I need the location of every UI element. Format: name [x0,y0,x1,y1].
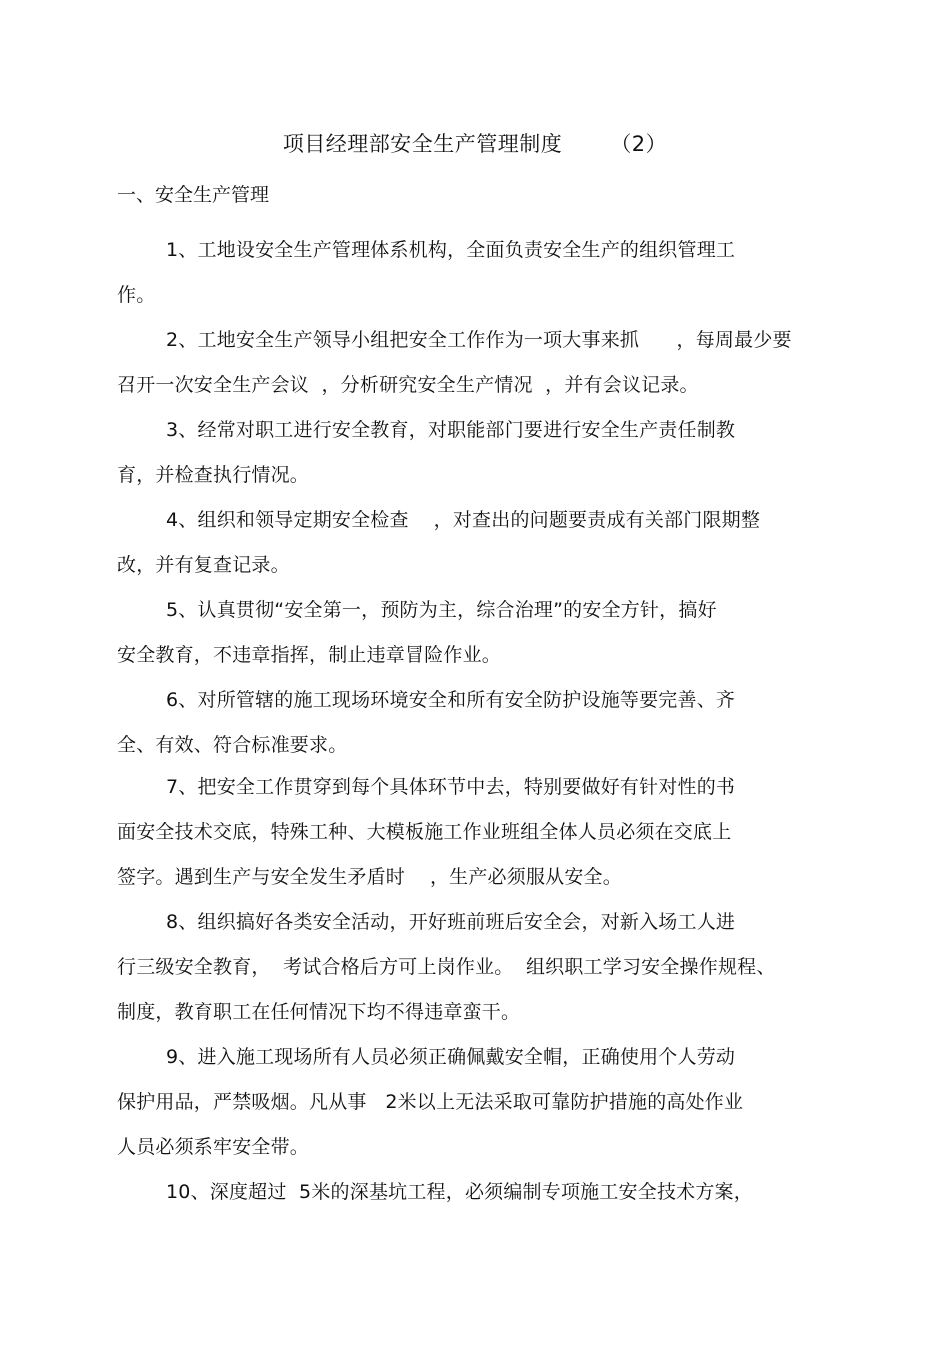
text-line: 7、把安全工作贯穿到每个具体环节中去，特别要做好有针对性的书 [166,776,736,798]
text-line: 8、组织搞好各类安全活动，开好班前班后安全会，对新入场工人进 [166,911,736,933]
text-line: 行三级安全教育， 考试合格后方可上岗作业。 组织职工学习安全操作规程、 [117,956,776,978]
title-suffix: （2） [610,132,668,156]
text-line: 10、深度超过 5米的深基坑工程，必须编制专项施工安全技术方案， [166,1181,753,1203]
text-line: 作。 [117,284,156,306]
text-line: 制度，教育职工在任何情况下均不得违章蛮干。 [117,1001,521,1023]
text-line: 4、组织和领导定期安全检查 ，对查出的问题要责成有关部门限期整 [166,509,761,531]
text-line: 1、工地设安全生产管理体系机构，全面负责安全生产的组织管理工 [166,239,736,261]
text-line: 育，并检查执行情况。 [117,464,310,486]
text-line: 签字。遇到生产与安全发生矛盾时 ，生产必须服从安全。 [117,866,622,888]
text-line: 安全教育，不违章指挥，制止违章冒险作业。 [117,644,502,666]
text-line: 2、工地安全生产领导小组把安全工作作为一项大事来抓 ，每周最少要 [166,329,792,351]
text-line: 全、有效、符合标准要求。 [117,734,348,756]
text-line: 面安全技术交底，特殊工种、大模板施工作业班组全体人员必须在交底上 [117,821,732,843]
text-line: 保护用品，严禁吸烟。凡从事 2米以上无法采取可靠防护措施的高处作业 [117,1091,744,1113]
text-line: 改，并有复查记录。 [117,554,290,576]
text-line: 召开一次安全生产会议 ，分析研究安全生产情况 ，并有会议记录。 [117,374,699,396]
title-text: 项目经理部安全生产管理制度 [282,132,563,156]
text-line: 9、进入施工现场所有人员必须正确佩戴安全帽，正确使用个人劳动 [166,1046,736,1068]
section-heading: 一、安全生产管理 [117,184,270,206]
text-line: 人员必须系牢安全带。 [117,1136,310,1158]
text-line: 3、经常对职工进行安全教育，对职能部门要进行安全生产责任制教 [166,419,736,441]
text-line: 5、认真贯彻“安全第一，预防为主，综合治理”的安全方针，搞好 [166,599,717,621]
document-title [0,128,950,158]
text-line: 6、对所管辖的施工现场环境安全和所有安全防护设施等要完善、齐 [166,689,736,711]
